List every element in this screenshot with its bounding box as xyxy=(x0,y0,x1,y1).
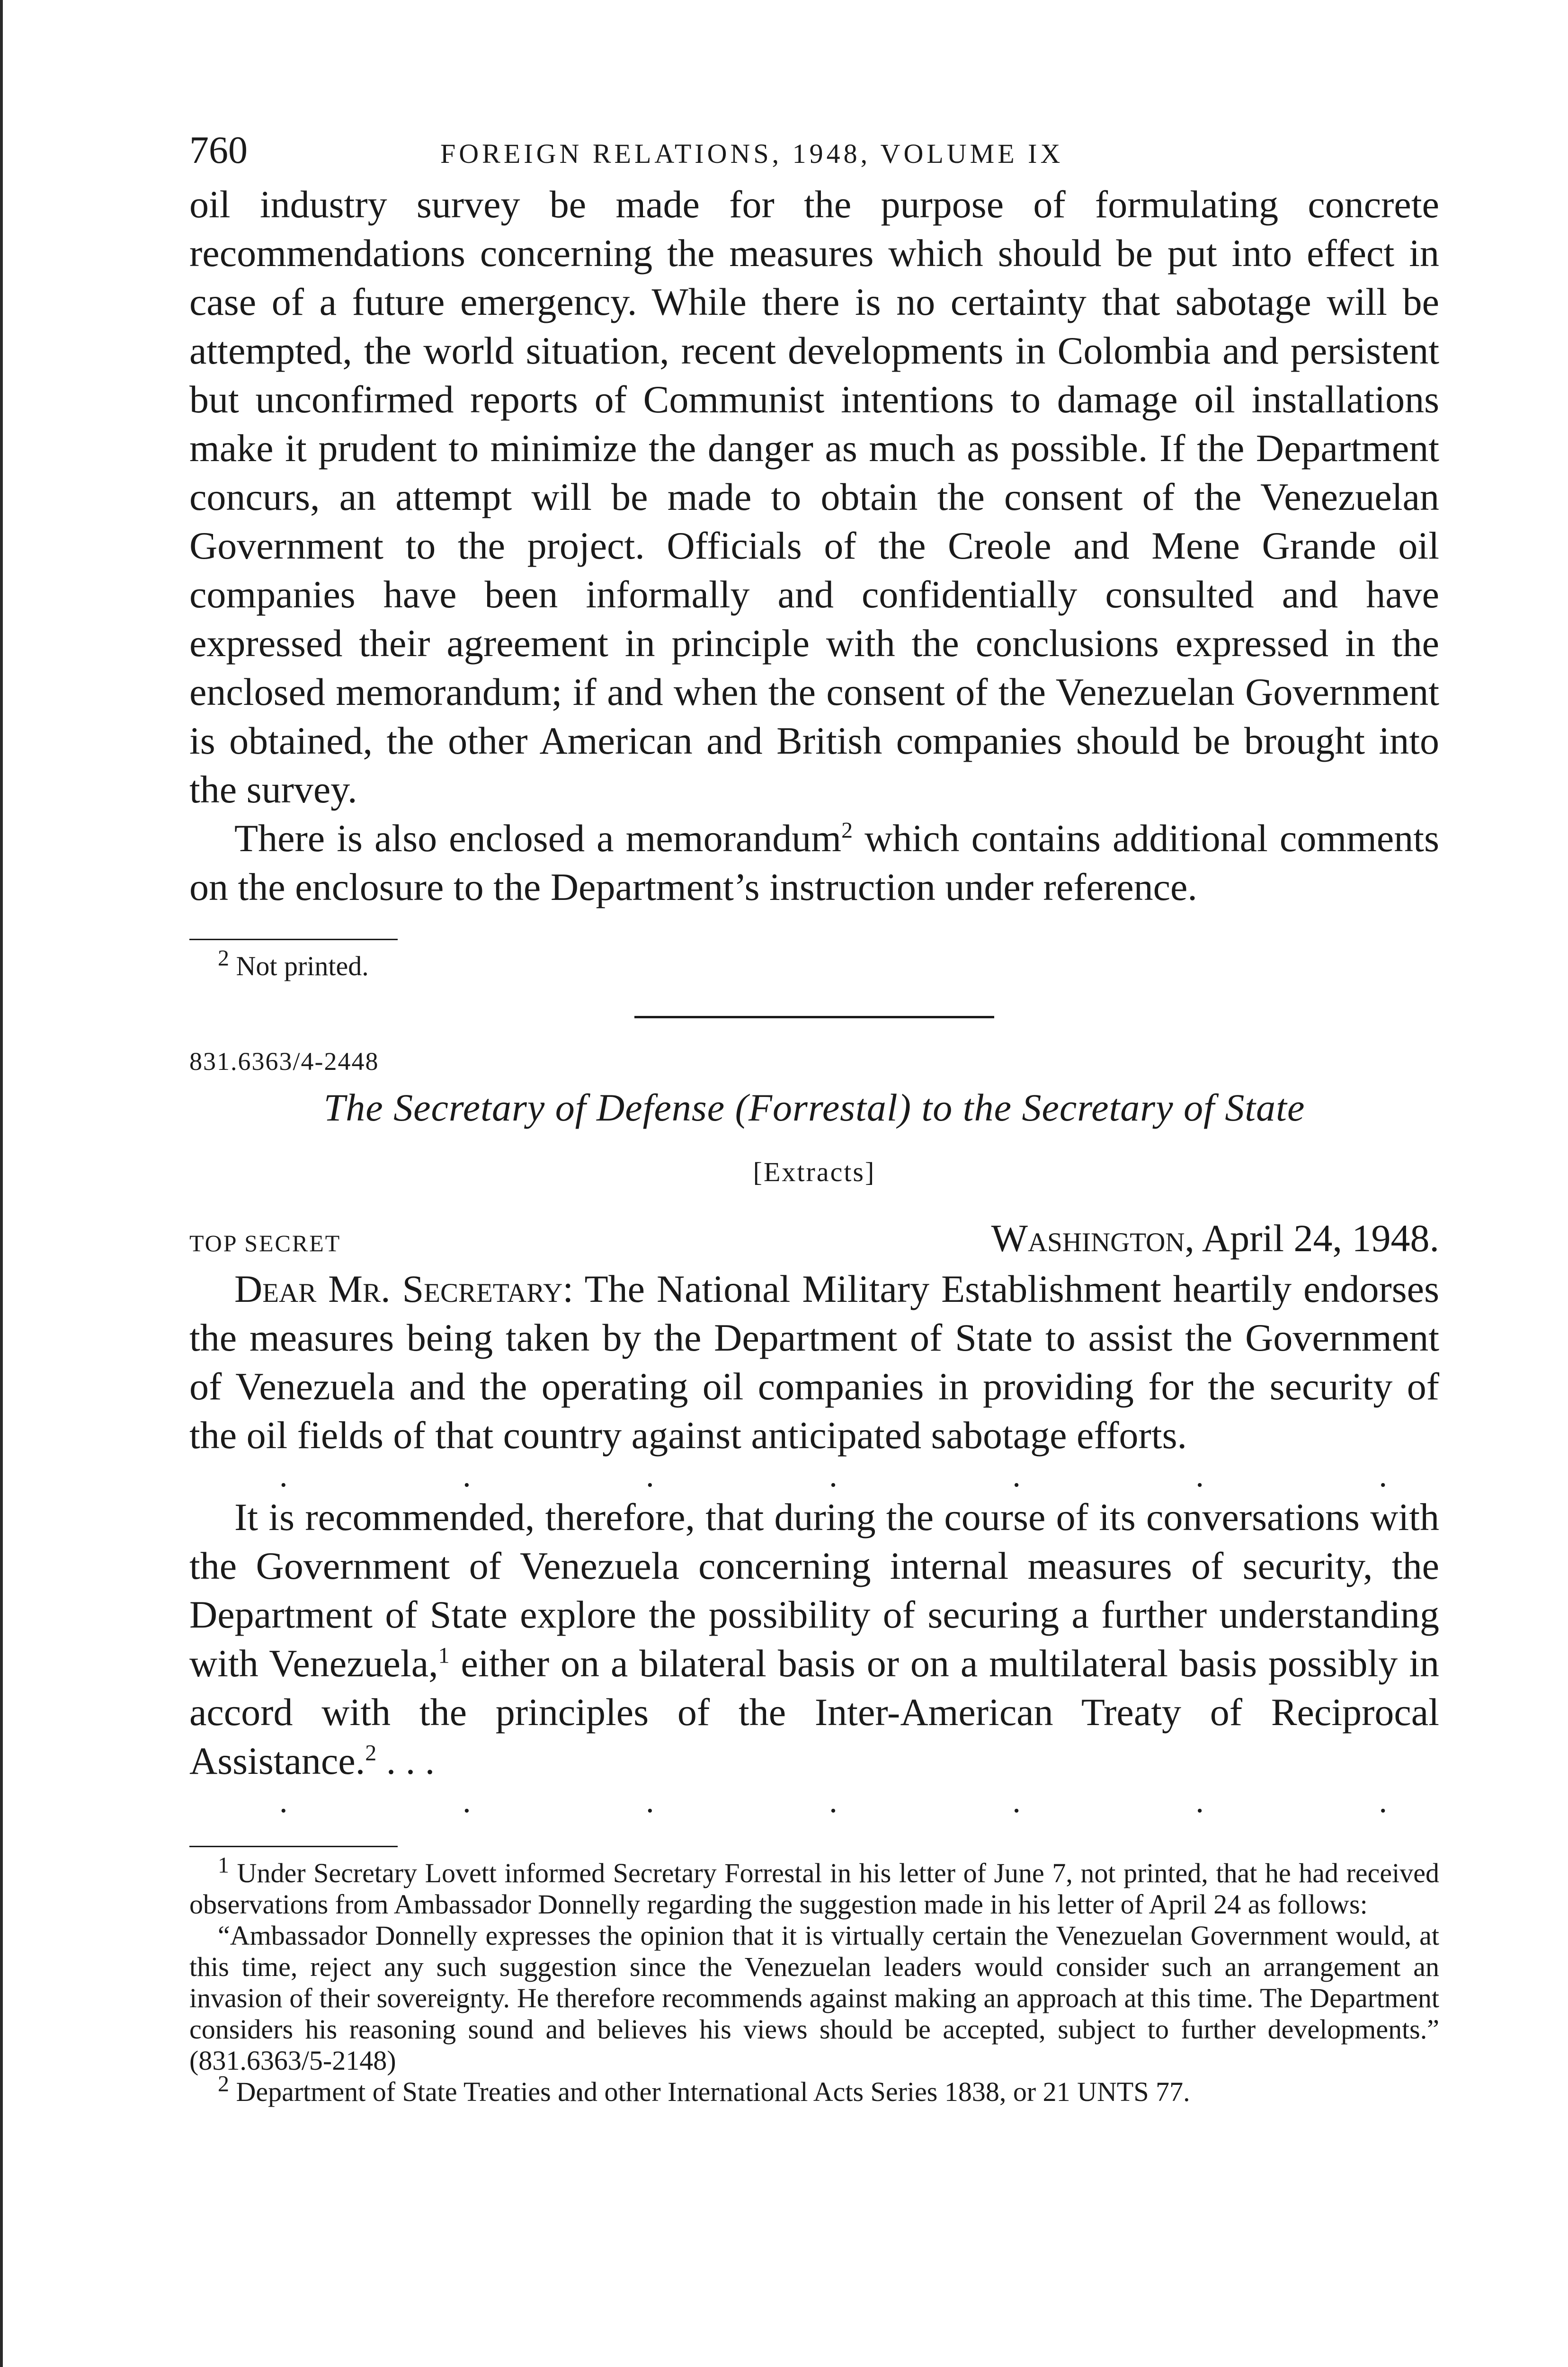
footnote-not-printed xyxy=(189,945,1439,982)
section-separator xyxy=(634,1016,994,1018)
letter-paragraph-2 xyxy=(189,1493,1439,1785)
salutation: Dear Mr. Secretary xyxy=(234,1267,563,1310)
footnote-1-marker: 1 xyxy=(218,1852,229,1878)
ellipsis-dot: . xyxy=(463,1783,471,1820)
footnote-2 xyxy=(189,2071,1439,2108)
ellipsis-dot: . xyxy=(463,1458,471,1494)
footnote-1-text: Under Secretary Lovett informed Secretary Forrestal in his letter of June 7, not printed, that he had received observations from Ambassador Donnelly regarding the suggestion made in his letter of April 24 as follows: xyxy=(189,1858,1439,1920)
page-edge-line xyxy=(0,0,3,2367)
document-page xyxy=(189,128,1439,2108)
file-number: 831.6363/4-2448 xyxy=(189,1047,379,1076)
letter-paragraph-2-text-c: . . . xyxy=(376,1739,435,1782)
footnote-1-quote: “Ambassador Donnelly expresses the opinion that it is virtually certain the Venezuelan Government would, at this time, reject any such suggestion since the Venezuelan leaders would consider such an arrangement an invasion of their sovereignty. He therefore recommends against making an approach at this time. The Department considers his reasoning sound and believes his views should be accepted, subject to further developments.” (831.6363/5-2148) xyxy=(189,1920,1439,2076)
enclosure-text-a: There is also enclosed a memorandum xyxy=(234,817,842,860)
dateline xyxy=(189,1216,1439,1261)
ellipsis-dot: . xyxy=(1379,1783,1387,1820)
running-title: FOREIGN RELATIONS, 1948, VOLUME IX xyxy=(440,138,1064,169)
ellipsis-dot: . xyxy=(1195,1783,1204,1820)
ellipsis-dot: . xyxy=(646,1458,654,1494)
footnote-2-text: Department of State Treaties and other International Acts Series 1838, or 21 UNTS 77. xyxy=(229,2076,1190,2107)
footnote-rule xyxy=(189,939,398,940)
place: Washington xyxy=(991,1217,1185,1260)
letter-paragraph-1 xyxy=(189,1264,1439,1459)
footnote-2-marker: 2 xyxy=(218,2071,229,2097)
footnote-1 xyxy=(189,1852,1439,1920)
footnote-marker: 2 xyxy=(218,945,229,971)
enclosure-paragraph xyxy=(189,814,1439,911)
footnote-text: Not printed. xyxy=(229,951,369,981)
continued-paragraph: oil industry survey be made for the purpose of formulating concrete recommendations concerning the measures which should be put into effect in case of a future emergency. While there is no certainty that sabotage will be attempted, the world situation, recent developments in Colombia and persistent but unconfirmed reports of Communist intentions to damage oil installations make it prudent to minimize the danger as much as possible. If the Department concurs, an attempt will be made to obtain the consent of the Venezuelan Government to the project. Officials of the Creole and Mene Grande oil companies have been informally and confidentially consulted and have expressed their agreement in principle with the conclusions expressed in the enclosed memorandum; if and when the consent of the Venezuelan Government is obtained, the other American and British companies should be brought into the survey. xyxy=(189,183,1439,811)
footnote-ref-2b: 2 xyxy=(365,1740,377,1766)
classification-label: TOP SECRET xyxy=(189,1230,341,1256)
ellipsis-dot: . xyxy=(279,1458,288,1494)
footnote-ref-1: 1 xyxy=(438,1643,450,1668)
ellipsis-dot: . xyxy=(1012,1783,1021,1820)
footnote-rule-bottom xyxy=(189,1846,398,1847)
letter-paragraph-1-text: : The National Military Establishment heartily endorses the measures being taken by the Department of State to assist the Government of Venezuela and the operating oil companies in providing for the security of the oil fields of that country against anticipated sabotage efforts. xyxy=(189,1267,1439,1457)
ellipsis-dot: . xyxy=(1195,1458,1204,1494)
page-number: 760 xyxy=(189,128,248,171)
footnote-ref-2: 2 xyxy=(841,818,853,843)
ellipsis-dot: . xyxy=(646,1783,654,1820)
ellipsis-dot: . xyxy=(1379,1458,1387,1494)
date: , April 24, 1948. xyxy=(1185,1217,1439,1260)
ellipsis-dot: . xyxy=(279,1783,288,1820)
ellipsis-dot: . xyxy=(1012,1458,1021,1494)
ellipsis-row-1 xyxy=(189,1459,1439,1493)
enclosure-text-b: which contains additional comments on the enclosure to the Department’s instruction under reference. xyxy=(189,817,1439,908)
letter-paragraph-2-text-b: either on a bilateral basis or on a multilateral basis possibly in accord with the principles of the Inter-American Treaty of Reciprocal Assistance. xyxy=(189,1642,1439,1782)
ellipsis-dot: . xyxy=(829,1783,837,1820)
date-place xyxy=(991,1216,1439,1261)
ellipsis-dot: . xyxy=(829,1458,837,1494)
running-head xyxy=(189,128,1439,180)
letter-paragraph-2-text-a: It is recommended, therefore, that during the course of its conversations with the Government of Venezuela concerning internal measures of security, the Department of State explore the possibility of securing a further understanding with Venezuela, xyxy=(189,1495,1439,1685)
document-subheading: [Extracts] xyxy=(753,1157,876,1187)
ellipsis-row-2 xyxy=(189,1785,1439,1818)
document-heading: The Secretary of Defense (Forrestal) to the Secretary of State xyxy=(323,1086,1305,1129)
